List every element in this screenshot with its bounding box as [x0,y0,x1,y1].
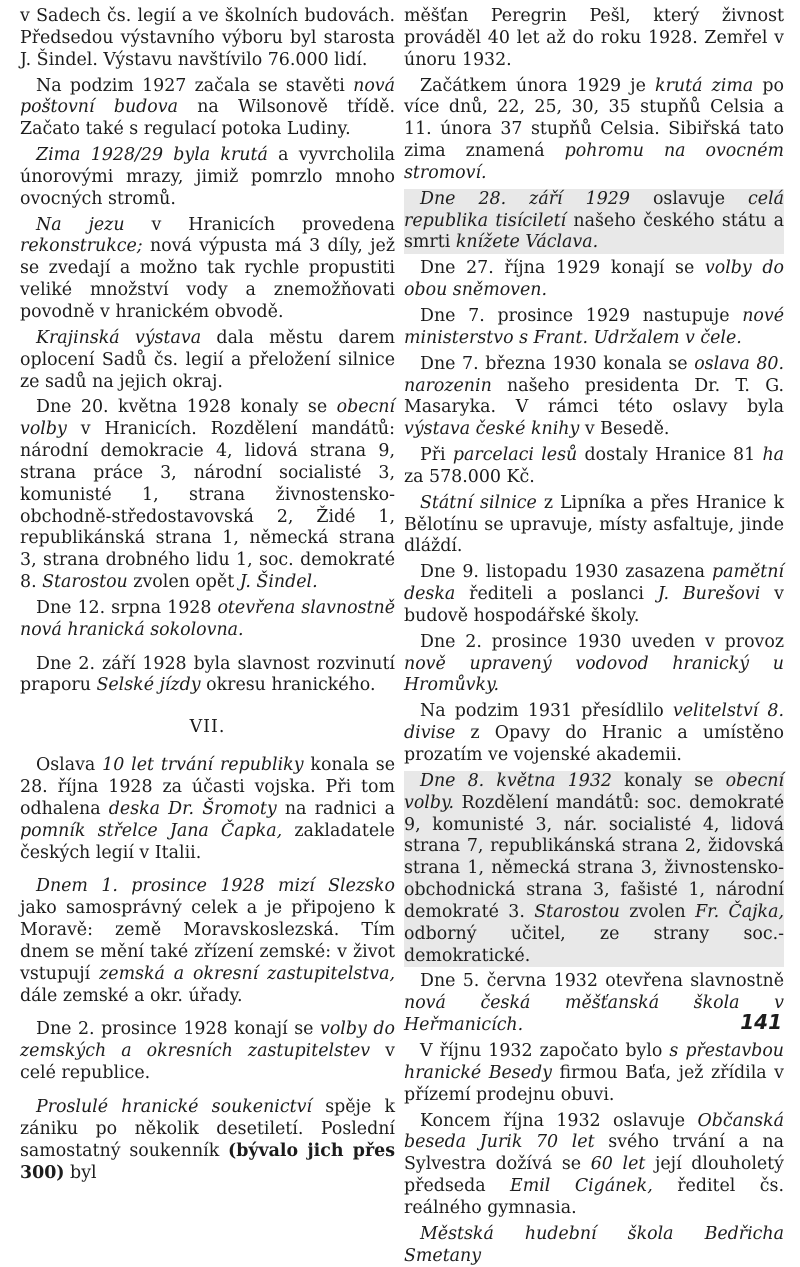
emphasis-text: ha [762,445,785,466]
text-run: Dne 5. června 1932 otevřena slavnostně [420,971,784,992]
text-run: nová výpusta má 3 díly, jež se zvedají a možno tak rychle propustiti veliké množství vody a znemožňovati povodně v hranickém obvodě. [20,236,395,322]
paragraph [404,632,784,698]
emphasis-text: rekonstrukce; [20,236,143,257]
paragraph [20,654,395,698]
text-run: za 578.000 Kč. [404,466,535,487]
emphasis-text: Občanská beseda Jurik 70 let [404,1110,784,1153]
emphasis-text: otevřena slavnostně nová hranická sokolovna. [20,597,395,640]
text-run: okresu hranického. [200,675,376,696]
emphasis-text: pohromu na ovocném stromoví. [404,141,784,183]
paragraph [404,493,784,559]
emphasis-text: nové ministerstvo s Frant. Udržalem v čele. [404,305,784,348]
paragraph [20,598,395,642]
text-run: dala městu darem oplocení Sadů čs. legií a přeložení silnice ze sadů na jejich okraj. [20,327,395,392]
paragraph [20,328,395,394]
paragraph [404,445,784,489]
text-run: Na podzim 1927 začala se stavěti [36,75,354,96]
text-run: řediteli a poslanci [455,584,658,605]
paragraph [20,755,395,864]
emphasis-text: zemská a okresní zastupitelstva, [99,963,395,984]
section-heading: VII. [189,717,226,738]
paragraph [404,76,784,185]
paragraph [404,562,784,628]
emphasis-text: J. Šindel. [239,572,318,593]
text-run: spěje k zániku po několik desetiletí. Poslední samostatný soukenník [20,1096,395,1161]
text-run: Dne 2. září 1928 byla slavnost rozvinutí praporu [20,653,395,696]
text-run: v budově hospodářské školy. [404,584,784,626]
emphasis-text: Proslulé hranické soukenictví [36,1096,312,1117]
text-run: zakladatele českých legií v Italii. [20,820,395,863]
paragraph [404,258,784,302]
text-run: zvolen opět [127,572,240,593]
emphasis-text: Zima 1928/29 byla krutá [36,145,268,166]
text-run: v celé republice. [20,1041,395,1084]
emphasis-text: Na jezu [36,214,125,235]
text-run: a vyvrcholila únorovými mrazy, jimiž pomrzlo mnoho ovocných stromů. [20,145,395,209]
left-column [20,6,395,1184]
text-run: jako samosprávný celek a je připojeno k Moravě: země Moravskoslezská. Tím dnem se mění také zřízení zemské: v život vstupují [20,898,395,984]
emphasis-text: Městská hudební škola Bedřicha Smetany [404,1223,784,1266]
text-run: po více dnů, 22, 25, 30, 35 stupňů Celsia a 11. února 37 stupňů Celsia. Sibiřská tato zima znamená [404,75,784,162]
emphasis-text: velitelství 8. divise [404,701,784,744]
paragraph [404,701,784,767]
emphasis-text: obecní volby. [404,770,784,813]
text-run: z Lipníka a přes Hranice k Bělotínu se upravuje, místy asfaltuje, jinde dláždí. [404,492,784,557]
paragraph [20,1019,395,1085]
emphasis-text: celá republika tisíciletí [404,188,785,231]
emphasis-text: parcelaci lesů [452,445,578,466]
emphasis-text: Selské jízdy [96,675,201,696]
paragraph [20,76,395,142]
text-run: Dne 20. května 1928 konaly se [36,397,337,418]
emphasis-text: Dne 8. května 1932 [420,770,612,791]
text-run: Na podzim 1931 přesídlilo [420,701,673,722]
emphasis-text: knížete Václava. [455,232,599,253]
paragraph [20,876,395,1007]
emphasis-text: Starostou [534,901,620,922]
paragraph [404,1224,784,1267]
text-run: Při [420,445,453,466]
emphasis-text: s přestavbou hranické Besedy [404,1040,784,1083]
emphasis-text: pomník střelce Jana Čapka, [20,820,283,841]
text-run: konala se 28. října 1928 za účasti vojska. Při tom odhalena [20,755,395,819]
paragraph [20,145,395,211]
text-run: z Opavy do Hranic a umístěno prozatím ve vojenské akademii. [404,723,784,765]
emphasis-text: obecní volby [20,397,395,440]
emphasis-text: Emil Cigánek, [510,1176,653,1197]
text-run: Dne 2. prosince 1930 uveden v provoz [420,631,784,652]
paragraph [404,1041,784,1107]
bold-text: (bývalo jich přes 300) [20,1140,395,1183]
text-run: v Besedě. [579,419,670,440]
emphasis-text: J. Burešovi [657,584,761,605]
text-run: Oslava [36,755,103,776]
paragraph [20,6,395,72]
emphasis-text: Starostou [42,572,128,593]
paragraph [404,1111,784,1220]
text-run: dostaly Hranice 81 [577,445,763,466]
text-run: Dne 9. listopadu 1930 zasazena [420,562,712,583]
paragraph [20,397,395,594]
text-run: Dne 27. října 1929 konají se [420,258,705,279]
text-run: dále zemské a okr. úřady. [20,985,243,1006]
emphasis-text: krutá zima [655,75,754,96]
text-run: V říjnu 1932 započato bylo [420,1040,670,1061]
emphasis-text: Fr. Čajka, [695,901,784,922]
paragraph [404,771,784,968]
emphasis-text: volby do zemských a okresních zastupitelstev [20,1019,395,1062]
emphasis-text: oslava 80. narozenin [404,353,784,396]
text-run: byl [64,1162,97,1183]
emphasis-text: deska Dr. Šromoty [108,798,277,819]
text-run: Dne 7. prosince 1929 nastupuje [420,305,743,326]
paragraph [20,1097,395,1184]
text-run: svého trvání a na Sylvestra dožívá se [404,1132,784,1175]
emphasis-text: Krajinská výstava [36,327,202,348]
emphasis-text: nová poštovní budova [20,75,395,118]
text-run: Dne 7. března 1930 konala se [420,353,695,374]
text-run: měšťan Peregrin Pešl, který živnost prováděl 40 let až do roku 1928. Zemřel v únoru 1932. [404,6,784,70]
text-run: v Hranicích provedena [124,214,395,235]
emphasis-text: nově upravený vodovod hranický u Hromůvky. [404,653,784,696]
page-number: 141 [740,1010,782,1034]
right-column [404,6,784,1267]
emphasis-text: volby do obou sněmoven. [404,258,784,301]
text-run: konaly se [611,770,726,791]
paragraph [404,189,784,255]
text-run: Rozdělení mandátů: soc. demokraté 9, komunisté 3, nár. socialisté 4, lidová strana 7, republikánská strana 2, židovská strana 1, německá strana 3, živnostensko-obchodnická strana 3, fašisté 1, národní demokraté 3. [404,792,784,922]
text-run: na Wilsonově třídě. Začato také s regulací potoka Ludiny. [20,97,396,140]
emphasis-text: výstava české knihy [404,419,580,440]
paragraph [20,215,395,324]
emphasis-text: Dne 28. září 1929 [420,188,630,209]
emphasis-text: Dnem 1. prosince 1928 mizí Slezsko [36,876,395,897]
emphasis-text: pamětní deska [404,562,784,605]
text-run: zvolen [619,901,696,922]
emphasis-text: 10 let trvání republiky [102,755,304,776]
text-run: našeho presidenta Dr. T. G. Masaryka. V rámci této oslavy byla [404,375,784,418]
text-run: našeho českého státu a smrti [404,210,784,253]
paragraph [404,354,784,441]
paragraph [404,6,784,72]
paragraph [404,971,784,1037]
text-run: odborný učitel, ze strany soc.-demokratické. [404,923,784,966]
text-run: Začátkem února 1929 je [420,75,656,96]
text-run: ředitel čs. reálného gymnasia. [404,1176,784,1218]
emphasis-text: 60 let [590,1154,646,1175]
paragraph [404,306,784,350]
emphasis-text: nová česká měšťanská škola v Heřmanicích. [404,993,784,1036]
text-run: její dlouholetý předseda [404,1154,784,1197]
text-run: Koncem října 1932 oslavuje [420,1110,698,1131]
text-run: oslavuje [629,188,749,209]
text-run: Dne 2. prosince 1928 konají se [36,1019,321,1040]
text-run: v Sadech čs. legií a ve školních budovách. Předsedou výstavního výboru byl starosta J. Šindel. Výstavu navštívilo 76.000 lidí. [20,6,395,70]
emphasis-text: Státní silnice [420,492,537,513]
text-run: na radnici a [276,798,396,819]
text-run: Dne 12. srpna 1928 [36,597,218,618]
text-run: v Hranicích. Rozdělení mandátů: národní demokracie 4, lidová strana 9, strana práce 3, národní socialisté 3, komunisté 1, strana živnostensko-obchodně-středostavovská 2, Židé 1, republikánská strana 1, německá strana 3, strana drobného lidu 1, soc. demokraté 8. [20,419,395,593]
text-run: firmou Baťa, jež zřídila v přízemí prodejnu obuvi. [404,1062,784,1105]
